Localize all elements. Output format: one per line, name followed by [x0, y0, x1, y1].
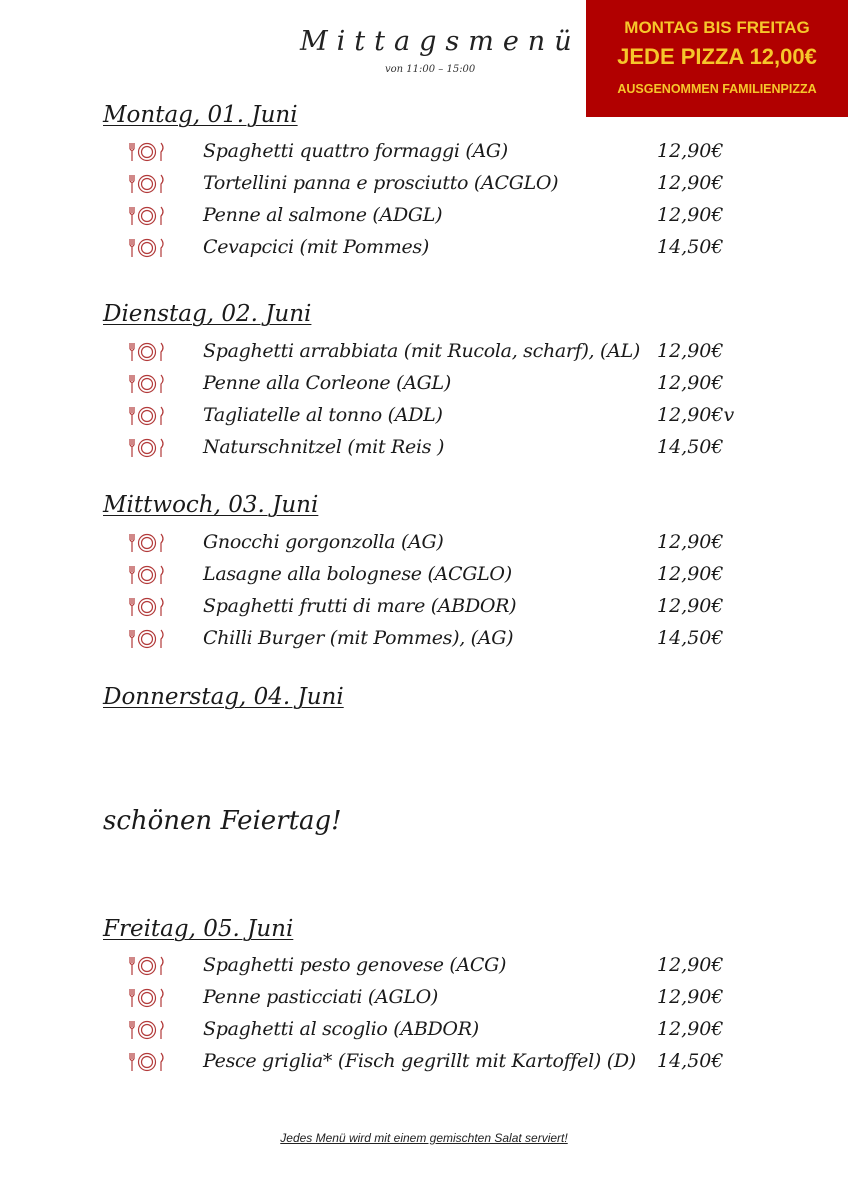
cutlery-plate-icon [127, 532, 167, 554]
menu-item-price: 14,50€ [657, 627, 724, 649]
footer-note: Jedes Menü wird mit einem gemischten Salat serviert! [280, 1131, 568, 1145]
menu-item-name: Spaghetti pesto genovese (ACG) [203, 954, 507, 976]
menu-item [0, 236, 848, 268]
cutlery-plate-icon [127, 373, 167, 395]
day-heading: Dienstag, 02. Juni [103, 301, 312, 327]
menu-item-name: Spaghetti al scoglio (ABDOR) [203, 1018, 479, 1040]
menu-item [0, 140, 848, 172]
menu-item-name: Tagliatelle al tonno (ADL) [203, 404, 443, 426]
cutlery-plate-icon [127, 987, 167, 1009]
menu-item-price: 12,90€ [657, 204, 724, 226]
cutlery-plate-icon [127, 628, 167, 650]
cutlery-plate-icon [127, 564, 167, 586]
menu-item [0, 1050, 848, 1082]
menu-item [0, 204, 848, 236]
menu-item [0, 563, 848, 595]
menu-item-name: Pesce griglia* (Fisch gegrillt mit Kartoffel) (D) [203, 1050, 636, 1072]
promo-line-3: AUSGENOMMEN FAMILIENPIZZA [617, 82, 817, 96]
day-heading: Mittwoch, 03. Juni [103, 492, 319, 518]
menu-item-name: Spaghetti arrabbiata (mit Rucola, scharf), (AL) [203, 340, 641, 362]
menu-item-price: 14,50€ [657, 436, 724, 458]
menu-item [0, 531, 848, 563]
promo-line-2: JEDE PIZZA 12,00€ [617, 44, 817, 69]
menu-item [0, 340, 848, 372]
cutlery-plate-icon [127, 955, 167, 977]
menu-item [0, 404, 848, 436]
menu-item-price: 12,90€v [657, 404, 735, 426]
cutlery-plate-icon [127, 596, 167, 618]
menu-item-price: 12,90€ [657, 954, 724, 976]
menu-item-price: 14,50€ [657, 236, 724, 258]
day-heading: Donnerstag, 04. Juni [103, 684, 344, 710]
menu-item-name: Penne alla Corleone (AGL) [203, 372, 451, 394]
menu-item-price: 12,90€ [657, 140, 724, 162]
menu-item [0, 436, 848, 468]
cutlery-plate-icon [127, 237, 167, 259]
menu-item [0, 986, 848, 1018]
cutlery-plate-icon [127, 1019, 167, 1041]
menu-item-name: Penne pasticciati (AGLO) [203, 986, 439, 1008]
menu-item [0, 172, 848, 204]
holiday-note: schönen Feiertag! [103, 806, 342, 836]
menu-item-name: Spaghetti quattro formaggi (AG) [203, 140, 508, 162]
menu-item [0, 1018, 848, 1050]
menu-title: Mittagsmenü [300, 26, 581, 57]
menu-item [0, 595, 848, 627]
cutlery-plate-icon [127, 141, 167, 163]
cutlery-plate-icon [127, 205, 167, 227]
cutlery-plate-icon [127, 437, 167, 459]
menu-item-name: Tortellini panna e prosciutto (ACGLO) [203, 172, 559, 194]
menu-item-name: Cevapcici (mit Pommes) [203, 236, 429, 258]
menu-item-price: 14,50€ [657, 1050, 724, 1072]
menu-item [0, 954, 848, 986]
menu-item-price: 12,90€ [657, 595, 724, 617]
menu-item-price: 12,90€ [657, 986, 724, 1008]
menu-item-name: Lasagne alla bolognese (ACGLO) [203, 563, 512, 585]
menu-item-name: Penne al salmone (ADGL) [203, 204, 443, 226]
opening-hours: von 11:00 – 15:00 [385, 64, 476, 75]
day-heading: Montag, 01. Juni [103, 102, 298, 128]
cutlery-plate-icon [127, 341, 167, 363]
menu-item-price: 12,90€ [657, 372, 724, 394]
menu-item-name: Naturschnitzel (mit Reis ) [203, 436, 445, 458]
menu-item-price: 12,90€ [657, 340, 724, 362]
pizza-promo-banner [586, 0, 848, 117]
menu-item [0, 372, 848, 404]
day-heading: Freitag, 05. Juni [103, 916, 294, 942]
menu-item-price: 12,90€ [657, 563, 724, 585]
menu-item-price: 12,90€ [657, 1018, 724, 1040]
menu-item [0, 627, 848, 659]
menu-item-name: Chilli Burger (mit Pommes), (AG) [203, 627, 514, 649]
menu-item-price: 12,90€ [657, 172, 724, 194]
menu-item-name: Gnocchi gorgonzolla (AG) [203, 531, 444, 553]
promo-line-1: MONTAG BIS FREITAG [624, 18, 810, 37]
cutlery-plate-icon [127, 173, 167, 195]
menu-item-price: 12,90€ [657, 531, 724, 553]
cutlery-plate-icon [127, 1051, 167, 1073]
cutlery-plate-icon [127, 405, 167, 427]
menu-item-name: Spaghetti frutti di mare (ABDOR) [203, 595, 517, 617]
